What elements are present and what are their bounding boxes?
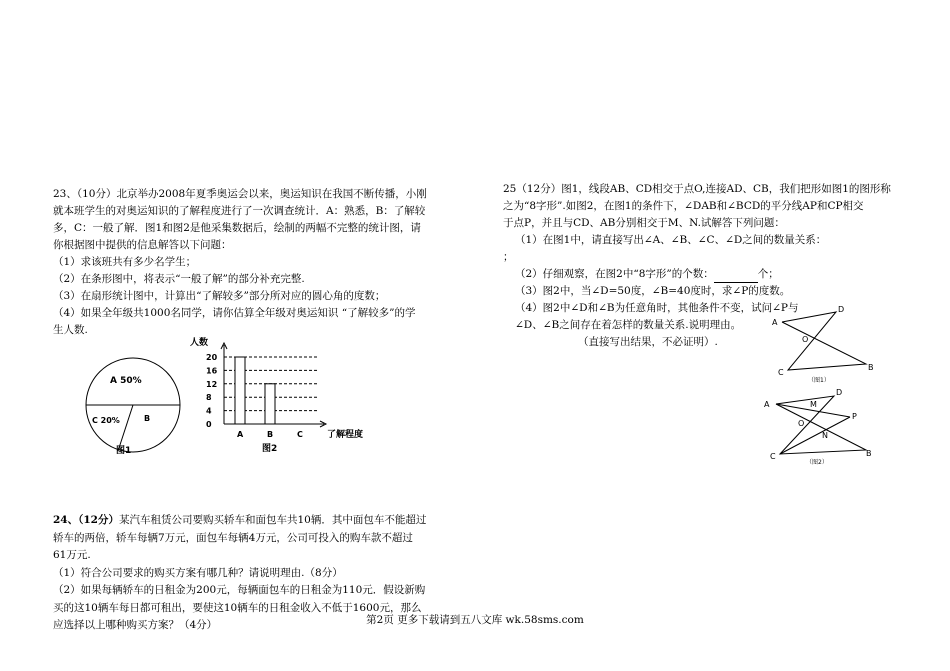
q25-line: （直接写出结果，不必证明）. [578,336,718,348]
bar-xlabel: 了解程度 [327,430,364,440]
answer-blank [714,270,758,283]
fig1-point-a: A [772,318,778,327]
fig2-point-m: M [810,400,817,409]
fig1-segments [782,312,866,370]
fig1-point-c: C [778,368,784,377]
fig1-point-o: O [802,335,809,344]
q24-line: 轿车的两倍，轿车每辆7万元，面包车每辆4万元，公司可投入的购车款不超过 [53,531,413,544]
q25-part2-text: （2）仔细观察，在图2中“8字形”的个数： [515,268,714,280]
bar-chart [190,335,380,455]
fig2-caption: （图2） [806,459,828,466]
bar-caption: 图2 [262,444,278,454]
q23-line: 你根据图中提供的信息解答以下问题： [53,239,232,251]
q23-line: （3）在扇形统计图中，计算出“了解较多”部分所对应的圆心角的度数； [53,290,386,302]
bar-b [265,384,275,424]
q24-line: （1）符合公司要求的购买方案有哪几种？请说明理由.（8分） [53,566,343,579]
q25-line: ∠D、∠B之间存在着怎样的数量关系.说明理由。 [515,319,742,331]
fig1-point-b: B [868,363,874,372]
q24-line: 买的这10辆车每日都可租出，要使这10辆车的日租金收入不低于1600元，那么 [53,601,422,614]
q25-line: （3）图2中，当∠D=50度，∠B=40度时，求∠P的度数。 [515,285,791,297]
q23-line: 生人数. [53,324,88,336]
q25-line: 于点P，并且与CD、AB分别相交于M、N.试解答下列问题： [503,217,785,229]
pie-caption: 图1 [116,446,132,456]
q25-line: 25（12分）图1，线段AB、CD相交于点O,连接AD、CB，我们把形如图1的图形称 [503,183,891,195]
figure-2 [764,386,884,476]
q23-line: （4）如果全年级共1000名同学，请你估算全年级对奥运知识 “了解较多”的学 [53,307,416,319]
figure-1 [768,302,888,382]
question-23 [53,186,453,339]
fig2-point-o: O [798,419,805,428]
q23-line: 就本班学生的对奥运知识的了解程度进行了一次调查统计．A：熟悉，B：了解较 [53,205,426,217]
q24-text: 某汽车租赁公司要购买轿车和面包车共10辆．其中面包车不能超过 [118,514,427,526]
q25-line: （1）在图1中，请直接写出∠A、∠B、∠C、∠D之间的数量关系： [515,234,827,246]
q24-line: 61万元. [53,549,91,561]
q25-line: ； [503,251,514,263]
bar-a [235,357,245,424]
y-tick-label: 0 [206,420,212,429]
fig2-point-d: D [836,388,843,397]
y-tick-label: 12 [206,379,218,389]
q23-line: 多，C：一般了解．图1和图2是他采集数据后，绘制的两幅不完整的统计图，请 [53,222,421,234]
fig2-point-n: N [822,431,828,440]
pie-label-b: B [144,414,151,423]
bar-ylabel: 人数 [190,338,209,348]
q25-line [503,266,903,283]
bar-yticks [206,353,218,429]
pie-label-a: A 50% [110,376,142,386]
fig2-point-b: B [866,449,872,458]
q24-line: 应选择以上哪种购买方案？（4分） [53,619,218,631]
y-tick-label: 8 [206,393,212,403]
x-tick-label: A [237,430,244,439]
fig1-point-d: D [838,305,845,314]
y-tick-label: 4 [206,406,212,416]
x-tick-label: C [297,430,303,439]
q24-number: 24、（12分） [53,514,119,526]
fig1-caption: （图1） [808,377,830,384]
q25-line: （4）图2中∠D和∠B为任意角时，其他条件不变，试问∠P与 [515,302,799,314]
bar-series [235,357,275,424]
x-tick-label: B [267,430,274,439]
fig2-point-c: C [770,452,776,461]
q23-line: （1）求该班共有多少名学生； [53,256,197,268]
fig2-segments [776,396,866,454]
pie-label-c: C 20% [92,416,120,425]
q25-line: 之为“8字形”.如图2，在图1的条件下，∠DAB和∠BCD的平分线AP和CP相交 [503,200,864,212]
fig2-point-a: A [764,400,770,409]
pie-chart [78,355,188,455]
q24-line [53,512,458,530]
y-tick-label: 16 [206,366,218,376]
fig2-bisector-cp [780,417,850,454]
q25-part2-unit: 个； [757,268,779,280]
bar-categories [237,430,303,439]
q23-line: （2）在条形图中，将表示“一般了解”的部分补充完整. [53,273,305,285]
q24-line: （2）如果每辆轿车的日租金为200元，每辆面包车的日租金为110元．假设新购 [53,584,426,596]
q23-line: 23、（10分）北京举办2008年夏季奥运会以来，奥运知识在我国不断传播，小刚 [53,188,427,200]
fig2-point-p: P [852,412,857,421]
page-footer: 第2页 更多下载请到五八文库 wk.58sms.com [366,614,584,626]
y-tick-label: 20 [206,353,218,362]
